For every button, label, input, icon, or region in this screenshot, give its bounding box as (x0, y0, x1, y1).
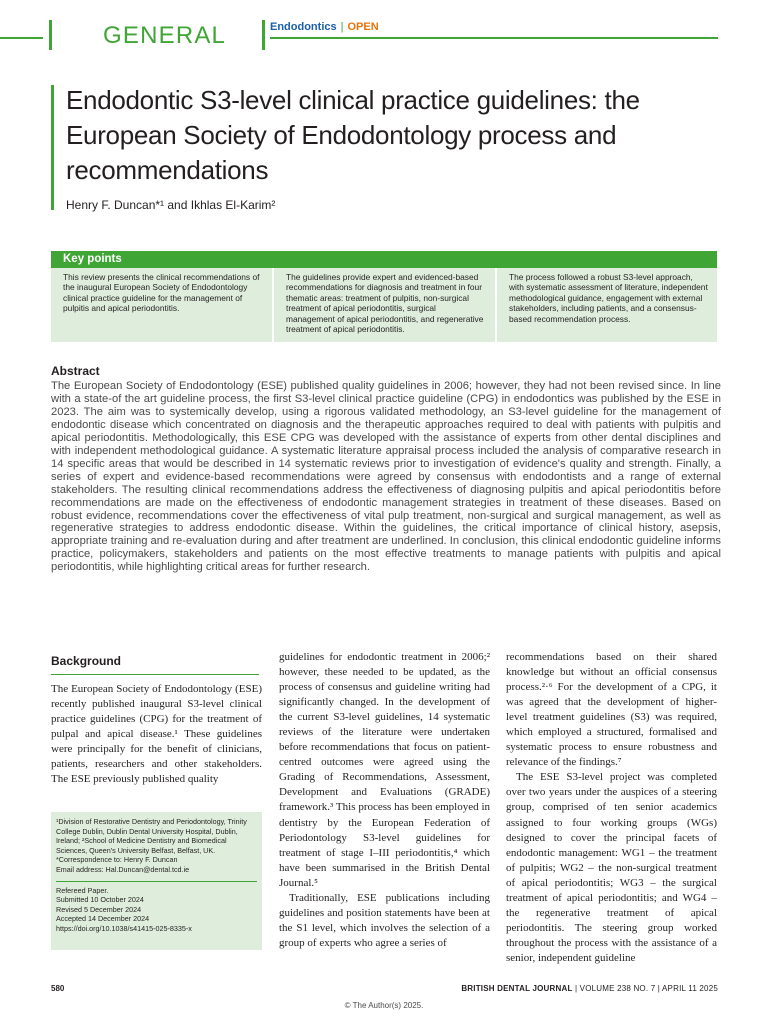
header-rule-right (270, 37, 718, 39)
paragraph: Traditionally, ESE publications including guidelines and position statements have been at the S1 level, which involves the selection of a group of experts who agree a series of (279, 891, 490, 949)
article-title: Endodontic S3-level clinical practice guidelines: the European Society of Endodontology process and recommendations (66, 85, 640, 185)
journal-section[interactable]: Endodontics (270, 21, 337, 33)
abstract-text: The European Society of Endodontology (ESE) published quality guidelines in 2006; however, they had not been revised since. In line with a state-of the art guideline process, the first S3-level clinical practice guideline (CPG) in endodontics was published by the ESE in 2023. The aim was to systemically develop, using a rigorous validated methodology, an S3-level guideline for the management of endodontic disease which concentrated on diagnosis and the therapeutic approaches required to deal with patients with pulpitis and apical periodontitis. Methodologically, this ESE CPG was developed with the assistance of experts from other dental disciplines and with independent methodological guidance. A systematic literature appraisal process included the analysis of comparative research in 14 specific areas that would be described in 14 systematic reviews prior to investigation of evidence's quality and strength. Finally, a series of expert and evidence-based recommendations were agreed by consensus with endodontists and a range of external stakeholders. The resulting clinical recommendations address the effectiveness of diagnosing pulpitis and apical periodontitis before recommendations are made on the effectiveness of endodontic management strategies in treatment of these diseases. Based on robust evidence, recommendations cover the effectiveness of vital pulp treatment, non-surgical and surgical management, as well as regenerative strategies to address endodontic disease. Within the guidelines, the critical importance of clinical history, asepsis, appropriate training and re-evaluation during and after treatment are underlined. In conclusion, this clinical endodontic guideline informs practice, policymakers, stakeholders and patients on the most effective treatments to manage patients with pulpitis and apical periodontitis, while highlighting critical areas for further research. (51, 380, 721, 574)
key-points-heading: Key points (51, 251, 717, 268)
doi-link[interactable]: https://doi.org/10.1038/s41415-025-8335-x (56, 923, 192, 933)
journal-tag (270, 21, 379, 33)
review-history (56, 881, 257, 934)
accepted-date: Accepted 14 December 2024 (56, 914, 150, 924)
submitted-date: Submitted 10 October 2024 (56, 895, 144, 905)
background-rule (51, 674, 259, 675)
tag-separator: | (340, 21, 344, 33)
title-accent-bar (51, 85, 54, 210)
copyright: © The Author(s) 2025. (344, 1001, 424, 1010)
background-heading: Background (51, 654, 122, 668)
journal-name: BRITISH DENTAL JOURNAL (461, 984, 573, 993)
header-tick-left (49, 20, 52, 50)
header-tick-right (262, 20, 265, 50)
paragraph: The European Society of Endodontology (ESE) recently published inaugural S3-level clinical practice guidelines (CPG) for the treatment of pulpal and apical disease.¹ These guidelines were principally for the benefit of clinicians, patients, researchers and other stakeholders. The ESE previously published quality (51, 683, 262, 786)
revised-date: Revised 5 December 2024 (56, 904, 142, 914)
affiliation-text: ¹Division of Restorative Dentistry and Periodontology, Trinity College Dublin, Dublin Dental University Hospital, Dublin, Ireland; ²School of Medicine Dentistry and Biomedical Sciences, Queen's University Belfast, Belfast, UK. (56, 817, 247, 855)
abstract-heading: Abstract (51, 364, 100, 378)
refereed-label: Refereed Paper. (56, 885, 109, 895)
paragraph: guidelines for endodontic treatment in 2006;² however, these needed to be updated, as the process of consensus and guideline writing had significantly changed. In the development of the current S3-level guidelines, 14 systematic reviews of the literature were undertaken before recommendations that focus on patient-centred outcomes were agreed using the Grading of Recommendations, Assessment, Development and Evaluations (GRADE) framework.³ This process has been employed in dentistry by the European Federation of Periodontology S3-level guidelines for treatment of stage I–III periodontitis,⁴ which have been summarised in the British Dental Journal.⁵ (279, 651, 490, 889)
page-number: 580 (51, 984, 65, 993)
email-address[interactable]: Email address: Hal.Duncan@dental.tcd.ie (56, 864, 190, 874)
issue-details: | VOLUME 238 NO. 7 | APRIL 11 2025 (574, 984, 718, 993)
correspondence: *Correspondence to: Henry F. Duncan (56, 855, 178, 865)
column-1 (51, 682, 262, 787)
column-2 (279, 650, 490, 951)
key-point-2: The guidelines provide expert and evidenced-based recommendations for diagnosis and treatment in four thematic areas: treatment of pulpitis, non-surgical treatment of apical periodontitis, surgical management of apical periodontitis, and regenerative treatment of apical periodontitis. (274, 268, 495, 342)
section-label: GENERAL (103, 22, 227, 49)
column-3 (506, 650, 717, 966)
journal-footer (418, 984, 718, 993)
paragraph: recommendations based on their shared knowledge but without an official consensus process.²·⁶ For the development of a CPG, it was agreed that the development of higher-level treatment guidelines (S3) was required, which employed a structured, formalised and systematic process to ensure robustness and relevance of the findings.⁷ (506, 651, 717, 769)
paragraph: The ESE S3-level project was completed over two years under the auspices of a steering group, comprised of ten senior academics assigned to four working groups (WGs) designed to cover the principal facets of endodontic management: WG1 – the treatment of pulpitis; WG2 – the non-surgical treatment of apical periodontitis; WG3 – the surgical treatment of apical periodontitis; and WG4 – the regenerative treatment of apical periodontitis. The steering group worked throughout the process with the assistance of a senior, independent guideline (506, 771, 717, 964)
open-access-badge: OPEN (347, 21, 379, 33)
affiliation-box (51, 812, 262, 950)
author-list: Henry F. Duncan*¹ and Ikhlas El-Karim² (66, 198, 276, 212)
key-point-1: This review presents the clinical recommendations of the inaugural European Society of Endodontology clinical practice guideline for the management of pulpitis and apical periodontitis. (51, 268, 272, 342)
header-rule-left (0, 37, 43, 39)
key-point-3: The process followed a robust S3-level approach, with systematic assessment of literature, independent methodological guidance, engagement with external stakeholders, including patients, and a consensus-based recommendation process. (497, 268, 717, 342)
